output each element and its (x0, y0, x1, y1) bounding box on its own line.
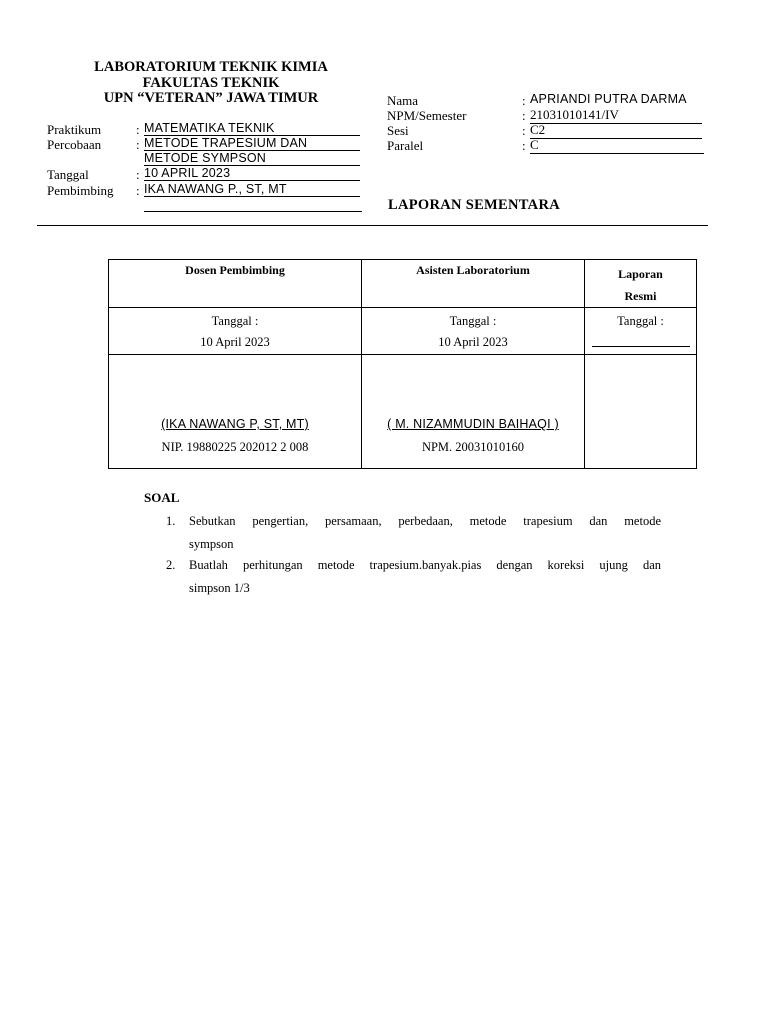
soal-item-2-text (189, 554, 661, 600)
praktikum-colon: : (136, 122, 140, 137)
laporan-signature-cell (585, 355, 697, 469)
laporan-header (585, 260, 697, 308)
dosen-date-label: Tanggal : (211, 314, 259, 328)
soal-item-2-line1: Buatlah perhitungan metode trapesium.banyak.pias dengan koreksi ujung dan (189, 558, 661, 572)
asisten-date-cell (362, 308, 585, 355)
university-title: UPN “VETERAN” JAWA TIMUR (103, 90, 319, 106)
praktikum-value: MATEMATIKA TEKNIK (144, 121, 360, 136)
pembimbing-value: IKA NAWANG P., ST, MT (144, 182, 360, 197)
tanggal-value: 10 APRIL 2023 (144, 166, 360, 181)
npm-label: NPM/Semester (387, 108, 467, 123)
sesi-value: C2 (530, 122, 702, 139)
dosen-nip: NIP. 19880225 202012 2 008 (161, 440, 309, 454)
dosen-header-text: Dosen Pembimbing (185, 263, 285, 277)
pembimbing-colon: : (136, 183, 140, 198)
sesi-colon: : (522, 123, 526, 138)
sesi-label: Sesi (387, 123, 409, 138)
tanggal-colon: : (136, 167, 140, 182)
dosen-date-cell (109, 308, 362, 355)
laporan-header-line1: Laporan (618, 267, 663, 281)
paralel-label: Paralel (387, 138, 424, 153)
nama-colon: : (522, 93, 526, 108)
laporan-header-line2: Resmi (624, 289, 657, 303)
soal-item-1-line1: Sebutkan pengertian, persamaan, perbedaan, metode trapesium dan metode (189, 514, 661, 528)
asisten-signature-cell (362, 355, 585, 469)
percobaan-colon: : (136, 137, 140, 152)
asisten-header (362, 260, 585, 308)
npm-value: 21031010141/IV (530, 107, 702, 124)
asisten-npm: NPM. 20031010160 (421, 440, 525, 454)
asisten-header-text: Asisten Laboratorium (416, 263, 530, 277)
paralel-colon: : (522, 138, 526, 153)
asisten-date-label: Tanggal : (449, 314, 497, 328)
pembimbing-extra-line (144, 211, 362, 212)
asisten-date-value: 10 April 2023 (438, 335, 508, 349)
soal-item-2-number: 2. (166, 558, 176, 572)
laporan-date-blank (592, 332, 690, 347)
laporan-date-label: Tanggal : (617, 314, 664, 328)
npm-colon: : (522, 108, 526, 123)
percobaan-label: Percobaan (47, 137, 102, 152)
nama-label: Nama (387, 93, 419, 108)
signature-table (108, 259, 697, 469)
soal-title: SOAL (144, 490, 180, 505)
tanggal-label: Tanggal (47, 167, 89, 182)
dosen-signature-cell (109, 355, 362, 469)
laporan-date-cell (585, 308, 697, 355)
report-title: LAPORAN SEMENTARA (388, 197, 560, 213)
pembimbing-label: Pembimbing (47, 183, 114, 198)
dosen-header (109, 260, 362, 308)
percobaan-value-line1: METODE TRAPESIUM DAN (144, 136, 360, 151)
header-divider (37, 225, 708, 226)
percobaan-value-line2: METODE SYMPSON (144, 151, 360, 166)
dosen-date-value: 10 April 2023 (200, 335, 270, 349)
paralel-value: C (530, 137, 704, 154)
dosen-name: (IKA NAWANG P, ST, MT) (161, 417, 309, 431)
soal-item-1-text (189, 510, 661, 556)
lab-title: LABORATORIUM TEKNIK KIMIA (94, 59, 328, 75)
asisten-name: ( M. NIZAMMUDIN BAIHAQI ) (387, 417, 559, 431)
soal-item-1-line2: sympson (189, 537, 234, 551)
faculty-title: FAKULTAS TEKNIK (142, 75, 280, 91)
praktikum-label: Praktikum (47, 122, 102, 137)
soal-item-2-line2: simpson 1/3 (189, 581, 250, 595)
nama-value: APRIANDI PUTRA DARMA (530, 92, 687, 106)
soal-item-1-number: 1. (166, 514, 176, 528)
